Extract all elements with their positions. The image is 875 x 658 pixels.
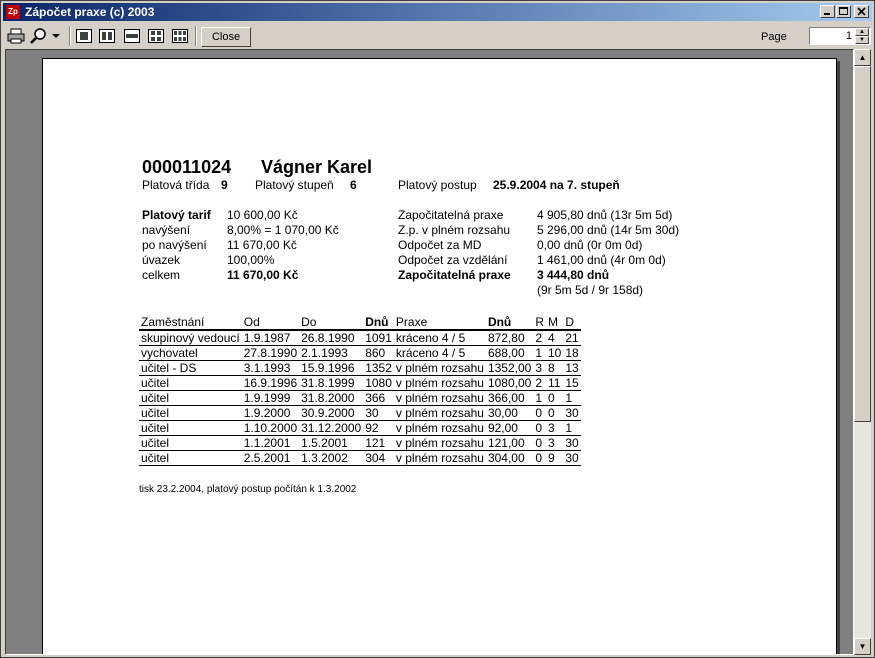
spin-down-icon[interactable]: ▼ (855, 36, 869, 44)
cell: 121 (363, 436, 394, 451)
cell: 872,80 (486, 330, 533, 346)
zoom-icon[interactable] (30, 27, 48, 45)
page-width-icon[interactable] (123, 27, 141, 45)
toolbar-separator (195, 26, 197, 46)
cell: kráceno 4 / 5 (394, 330, 486, 346)
cell: 1091 (365, 330, 392, 345)
cell: 31.12.2000 (301, 420, 362, 435)
cell: v plném rozsahu (395, 450, 484, 465)
cell: 16.9.1996 (243, 375, 298, 390)
page-label: Page (761, 31, 787, 43)
final-label: Započitatelná praxe (398, 268, 511, 282)
employee-id: 000011024 (142, 157, 232, 177)
table-header-row (139, 315, 581, 330)
table-row (139, 346, 581, 361)
cell: 1.9.1987 (242, 330, 299, 346)
cell: 366,00 (486, 391, 533, 406)
cell: 0 (546, 406, 563, 421)
advance-label: Platový postup (398, 178, 477, 192)
cell: 3 (546, 421, 563, 436)
cell: 1080,00 (487, 375, 532, 390)
cell: 10 (548, 345, 562, 360)
cell: učitel (139, 421, 242, 436)
cell: 1.3.2002 (299, 451, 363, 466)
cell: 1.1.2001 (242, 436, 299, 451)
final-note: (9r 5m 5d / 9r 158d) (537, 283, 644, 297)
cell: 1352 (365, 360, 392, 375)
toolbar-separator (69, 26, 71, 46)
report-page (42, 58, 837, 655)
cell: 92 (363, 421, 394, 436)
edu-value: 1 461,00 dnů (4r 0m 0d) (537, 253, 666, 267)
cell: 31.8.1999 (299, 376, 363, 391)
cell: 8 (546, 361, 563, 376)
full-scope-value: 5 296,00 dnů (14r 5m 30d) (537, 223, 680, 237)
advance-value: 25.9.2004 na 7. stupeň (493, 178, 620, 192)
col-to: Do (299, 315, 363, 330)
toolbar (3, 23, 872, 49)
title-bar[interactable] (3, 3, 872, 21)
col-credited-days: Dnů (486, 315, 533, 330)
close-icon[interactable] (854, 5, 869, 18)
cell: 30 (565, 450, 579, 465)
cell: 15.9.1996 (299, 361, 363, 376)
cell: 92,00 (486, 421, 533, 436)
cell: 1.9.2000 (242, 406, 299, 421)
cell: 30.9.2000 (299, 406, 363, 421)
cell: 9 (546, 451, 563, 466)
col-months: M (546, 315, 563, 330)
increase-label: navýšení (142, 223, 191, 237)
cell: 30 (363, 406, 394, 421)
page-number-input[interactable] (809, 27, 871, 45)
cell: 30,00 (486, 406, 533, 421)
col-days-remainder: D (563, 315, 580, 330)
tariff-value: 10 600,00 Kč (227, 208, 298, 222)
print-footer: tisk 23.2.2004, platový postup počítán k 1.3.2002 (139, 484, 357, 495)
cell: 2.1.1993 (299, 346, 363, 361)
cell: učitel (139, 376, 242, 391)
cell: 21 (565, 330, 579, 345)
page-number-value: 1 (845, 30, 852, 42)
scroll-thumb[interactable] (854, 66, 871, 422)
preview-area[interactable] (5, 49, 854, 655)
cell: 3.1.1993 (242, 361, 299, 376)
cell: učitel (139, 436, 242, 451)
cell: učitel - DS (139, 361, 242, 376)
cell: 2 (533, 330, 546, 346)
zoom-dropdown-icon[interactable] (50, 27, 62, 45)
app-icon: Zp (6, 5, 20, 19)
after-increase-label: po navýšení (142, 238, 207, 252)
cell: 1 (533, 346, 546, 361)
cell: v plném rozsahu (395, 360, 484, 375)
total-label: celkem (142, 268, 181, 282)
cell: 15 (565, 375, 579, 390)
increase-value: 8,00% = 1 070,00 Kč (227, 223, 339, 237)
print-icon[interactable] (7, 27, 25, 45)
scroll-up-icon[interactable]: ▲ (854, 49, 871, 66)
table-row (139, 406, 581, 421)
total-value: 11 670,00 Kč (227, 268, 299, 282)
cell: 688,00 (486, 346, 533, 361)
cell: 26.8.1990 (299, 330, 363, 346)
cell: 2.5.2001 (242, 451, 299, 466)
cell: v plném rozsahu (395, 420, 484, 435)
minimize-icon[interactable] (820, 5, 835, 18)
cell: 1 (563, 421, 580, 436)
cell: 3 (546, 436, 563, 451)
creditable-value: 4 905,80 dnů (13r 5m 5d) (537, 208, 673, 222)
cell: 0 (533, 406, 546, 421)
cell: 1.9.1999 (242, 391, 299, 406)
cell: 31.8.2000 (299, 391, 363, 406)
cell: 121,00 (486, 436, 533, 451)
vertical-scrollbar[interactable] (854, 49, 871, 655)
table-row (139, 330, 581, 346)
workload-label: úvazek (142, 253, 181, 267)
cell: 27.8.1990 (243, 345, 298, 360)
cell: 13 (565, 360, 579, 375)
cell: 1 (563, 391, 580, 406)
cell: 1.10.2000 (243, 420, 298, 435)
cell: 18 (565, 345, 579, 360)
creditable-label: Započitatelná praxe (398, 208, 504, 222)
table-row (139, 361, 581, 376)
maximize-icon[interactable] (836, 5, 851, 18)
cell: skupinový vedoucí (141, 330, 240, 345)
pay-grade-label: Platový stupeň (255, 178, 334, 192)
cell: kráceno 4 / 5 (394, 346, 486, 361)
cell: 366 (363, 391, 394, 406)
workload-value: 100,00% (227, 253, 275, 267)
cell: 0 (533, 451, 546, 466)
cell: učitel (139, 391, 242, 406)
table-row (139, 376, 581, 391)
employee-name: Vágner Karel (261, 157, 373, 177)
close-button[interactable]: Close (201, 27, 251, 47)
cell: 1080 (365, 375, 392, 390)
cell: v plném rozsahu (395, 435, 484, 450)
cell: 1 (533, 391, 546, 406)
pay-class-label: Platová třída (142, 178, 210, 192)
one-page-icon[interactable] (75, 27, 93, 45)
full-scope-label: Z.p. v plném rozsahu (398, 223, 511, 237)
md-value: 0,00 dnů (0r 0m 0d) (537, 238, 643, 252)
pay-class: 9 (221, 178, 228, 192)
cell: 304 (363, 451, 394, 466)
employment-table (139, 315, 581, 466)
table-row (139, 436, 581, 451)
cell: 11 (546, 376, 563, 391)
pay-grade: 6 (350, 178, 357, 192)
cell: 0 (533, 436, 546, 451)
after-increase-value: 11 670,00 Kč (227, 238, 297, 252)
cell: 3 (533, 361, 546, 376)
window-title: Zápočet praxe (c) 2003 (25, 5, 155, 19)
cell: 2 (533, 376, 546, 391)
cell: 0 (533, 421, 546, 436)
two-pages-icon[interactable] (98, 27, 116, 45)
cell: vychovatel (139, 346, 242, 361)
four-pages-icon[interactable] (147, 27, 165, 45)
cell: 30 (565, 405, 579, 420)
col-days: Dnů (363, 315, 394, 330)
cell: 1352,00 (487, 360, 532, 375)
md-label: Odpočet za MD (398, 238, 482, 252)
edu-label: Odpočet za vzdělání (398, 253, 508, 267)
col-from: Od (242, 315, 299, 330)
cell: v plném rozsahu (395, 390, 484, 405)
cell: 860 (363, 346, 394, 361)
cell: v plném rozsahu (395, 405, 484, 420)
tariff-label: Platový tarif (142, 208, 211, 222)
col-years: R (535, 314, 544, 329)
cell: v plném rozsahu (395, 375, 484, 390)
cell: učitel (139, 451, 242, 466)
spin-up-icon[interactable]: ▲ (855, 28, 869, 36)
cell: 0 (546, 391, 563, 406)
cell: učitel (139, 406, 242, 421)
cell: 30 (565, 435, 579, 450)
col-employment: Zaměstnání (139, 315, 242, 330)
cell: 4 (546, 330, 563, 346)
multi-pages-icon[interactable] (171, 27, 189, 45)
col-practice: Praxe (394, 315, 486, 330)
cell: 1.5.2001 (299, 436, 363, 451)
table-row (139, 421, 581, 436)
table-row (139, 391, 581, 406)
table-row (139, 451, 581, 466)
scroll-down-icon[interactable]: ▼ (854, 638, 871, 655)
cell: 304,00 (486, 451, 533, 466)
final-value: 3 444,80 dnů (537, 268, 610, 282)
